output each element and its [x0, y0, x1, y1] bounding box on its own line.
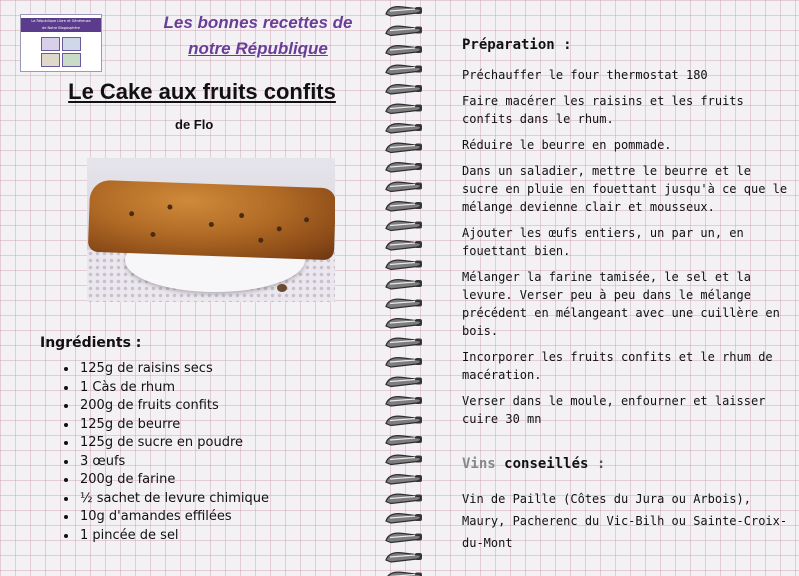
logo-cell: [62, 53, 81, 67]
ingredient-item: • 125g de raisins secs: [78, 360, 269, 379]
cake: [88, 180, 335, 261]
wines-title: [462, 456, 605, 472]
logo-grid: [41, 37, 81, 67]
blog-title-line-2: notre République: [188, 39, 328, 58]
ingredient-item: • 3 œufs: [78, 453, 269, 472]
wines-title-part-1: Vins: [462, 456, 496, 472]
ingredient-item: • 125g de beurre: [78, 416, 269, 435]
ingredients-list: [60, 360, 269, 545]
preparation-step: Faire macérer les raisins et les fruits confits dans le rhum.: [462, 94, 744, 126]
blog-title: [120, 10, 396, 62]
logo-cell: [41, 53, 60, 67]
wines-title-part-2: conseillés: [504, 456, 589, 472]
ingredient-item: • 10g d'amandes effilées: [78, 508, 269, 527]
ingredient-item: • 1 Càs de rhum: [78, 379, 269, 398]
preparation-step: Ajouter les œufs entiers, un par un, en fouettant bien.: [462, 226, 744, 258]
preparation-step: Mélanger la farine tamisée, le sel et la levure. Verser peu à peu dans le mélange précédent en mélangeant avec une cuillère en bois.: [462, 270, 780, 338]
ingredient-item: • 200g de farine: [78, 471, 269, 490]
preparation-step: Incorporer les fruits confits et le rhum de macération.: [462, 350, 773, 382]
blog-logo-icon: [20, 14, 102, 72]
ingredients-title: Ingrédients :: [40, 335, 142, 351]
spiral-binding: [383, 0, 425, 576]
preparation-step: Verser dans le moule, enfourner et laisser cuire 30 mn: [462, 394, 766, 426]
ingredient-item: • ½ sachet de levure chimique: [78, 490, 269, 509]
logo-cell: [41, 37, 60, 51]
cake-photo: [87, 158, 335, 302]
recipe-author: de Flo: [175, 117, 214, 132]
preparation-steps: [462, 66, 792, 436]
nut: [277, 284, 287, 292]
ingredient-item: • 1 pincée de sel: [78, 527, 269, 546]
logo-line-1: La République Libre et Généreuse: [31, 19, 91, 23]
ingredient-item: • 125g de sucre en poudre: [78, 434, 269, 453]
wines-text: Vin de Paille (Côtes du Jura ou Arbois), Maury, Pacherenc du Vic-Bilh ou Sainte-Croix-du-Mont: [462, 492, 788, 550]
preparation-step: Préchauffer le four thermostat 180: [462, 68, 708, 82]
preparation-step: Réduire le beurre en pommade.: [462, 138, 672, 152]
logo-band: [21, 18, 101, 32]
recipe-title: Le Cake aux fruits confits: [68, 79, 336, 104]
blog-title-line-1: Les bonnes recettes de: [163, 13, 353, 32]
logo-cell: [62, 37, 81, 51]
preparation-title: Préparation :: [462, 37, 572, 53]
ingredient-item: • 200g de fruits confits: [78, 397, 269, 416]
logo-line-2: de Notre Blogosphère: [41, 26, 81, 30]
preparation-step: Dans un saladier, mettre le beurre et le sucre en pluie en fouettant jusqu'à ce que le mélange devienne clair et mousseux.: [462, 164, 788, 214]
wines-title-part-3: :: [596, 456, 606, 472]
